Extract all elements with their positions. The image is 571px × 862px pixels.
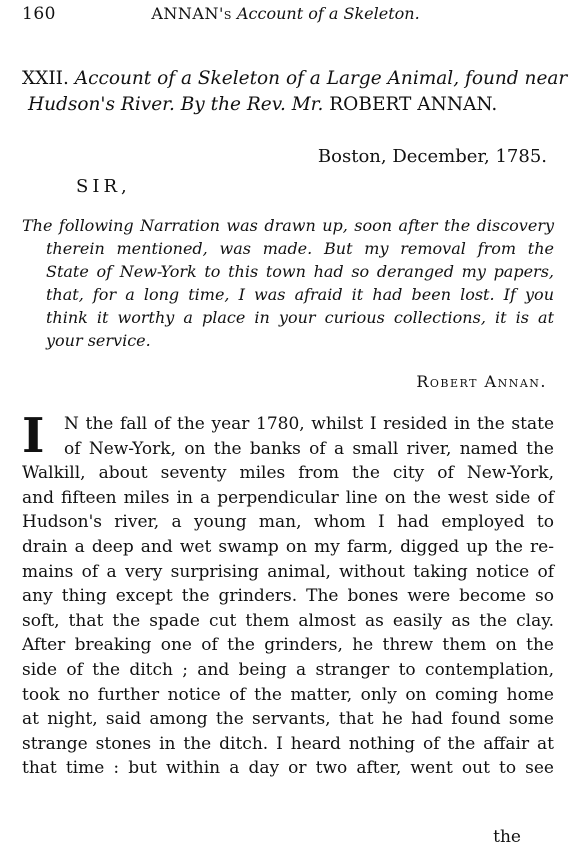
page-number: 160	[22, 4, 56, 24]
letter-line: your service.	[46, 331, 151, 350]
cover-letter	[22, 214, 554, 352]
dateline: Boston, December, 1785.	[317, 146, 547, 167]
body-line: strange stones in the ditch. I heard nothing of the affair at	[22, 733, 554, 754]
title-line-1	[22, 66, 568, 92]
title-numeral: XXII.	[22, 68, 69, 89]
running-head	[22, 4, 549, 23]
body-line: any thing except the grinders. The bones were become so	[22, 586, 554, 607]
article-title	[22, 66, 568, 118]
running-head-title: Account of a Skeleton.	[236, 4, 420, 23]
catchword: the	[493, 827, 521, 847]
letter-line: State of New-York to this town had so deranged my papers,	[46, 262, 554, 281]
body-line: took no further notice of the matter, only on coming home	[22, 684, 554, 705]
body-line: mains of a very surprising animal, without taking notice of	[22, 561, 554, 582]
body-line: at night, said among the servants, that he had found some	[22, 709, 554, 730]
body-line: side of the ditch ; and being a stranger to contemplation,	[22, 659, 554, 680]
letter-line: The following Narration was drawn up, soon after the discovery	[22, 216, 554, 235]
body-line: After breaking one of the grinders, he threw them on the	[22, 635, 554, 656]
body-line: and fifteen miles in a perpendicular line on the west side of	[22, 487, 554, 508]
title-italic-1: Account of a Skeleton of a Large Animal, found near	[74, 68, 568, 89]
title-italic-2: Hudson's River. By the Rev. Mr.	[28, 94, 324, 115]
salutation: SIR,	[76, 176, 131, 197]
running-head-author: ANNAN's	[151, 4, 232, 23]
body-line: Walkill, about seventy miles from the city of New-York,	[22, 463, 554, 484]
body-line: N the fall of the year 1780, whilst I resided in the state	[64, 414, 554, 434]
title-line-2	[22, 92, 557, 118]
body-line: soft, that the spade cut them almost as easily as the clay.	[22, 610, 554, 631]
body-line: of New-York, on the banks of a small river, named the	[64, 438, 554, 459]
letter-line: that, for a long time, I was afraid it had been lost. If you	[46, 285, 554, 304]
body-text	[22, 408, 554, 781]
page-header	[22, 4, 549, 28]
letter-line: therein mentioned, was made. But my removal from the	[46, 239, 554, 258]
body-line: Hudson's river, a young man, whom I had employed to	[22, 512, 554, 533]
body-line: drain a deep and wet swamp on my farm, digged up the re-	[22, 536, 554, 557]
letter-line: think it worthy a place in your curious collections, it is at	[46, 308, 554, 327]
signature: Robert Annan.	[416, 372, 547, 391]
body-line: that time : but within a day or two after, went out to see	[22, 758, 554, 779]
drop-cap: I	[22, 408, 45, 464]
title-author: ROBERT ANNAN.	[329, 94, 498, 115]
